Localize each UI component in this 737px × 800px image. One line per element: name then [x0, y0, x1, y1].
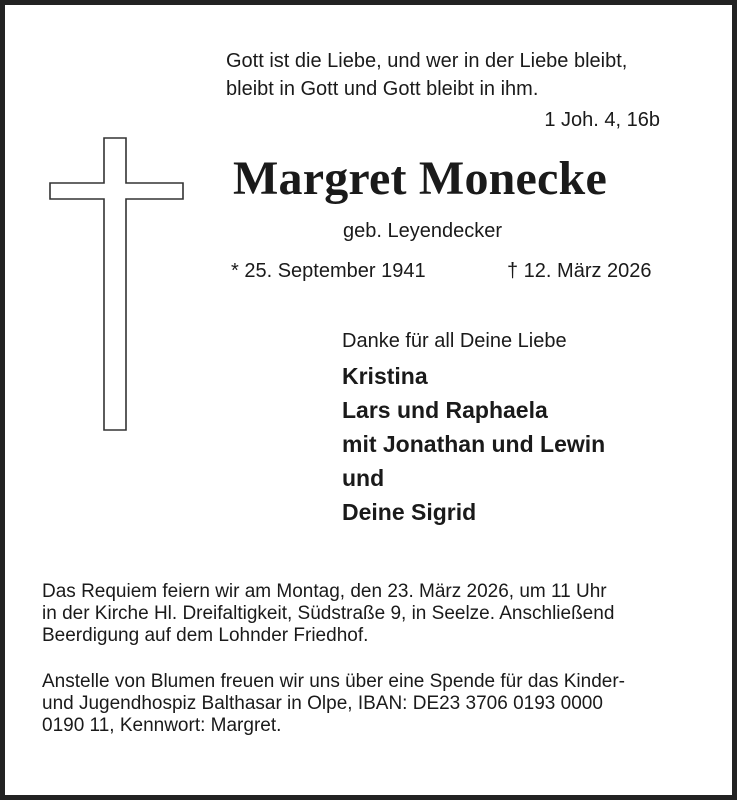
death-date: † 12. März 2026 — [507, 260, 652, 282]
birth-name: geb. Leyendecker — [343, 220, 503, 242]
donation-line-2: und Jugendhospiz Balthasar in Olpe, IBAN: DE23 3706 0193 0000 — [42, 693, 603, 714]
birth-date: * 25. September 1941 — [231, 260, 426, 282]
mourner-name: mit Jonathan und Lewin — [342, 431, 606, 457]
deceased-name: Margret Monecke — [233, 152, 607, 205]
service-line-3: Beerdigung auf dem Lohnder Friedhof. — [42, 625, 369, 646]
mourner-name: Lars und Raphaela — [342, 397, 548, 423]
cross-icon — [48, 137, 185, 432]
verse-reference: 1 Joh. 4, 16b — [544, 109, 660, 131]
verse-line-1: Gott ist die Liebe, und wer in der Liebe bleibt, — [226, 50, 628, 72]
mourner-name: Kristina — [342, 363, 428, 389]
donation-line-1: Anstelle von Blumen freuen wir uns über eine Spende für das Kinder- — [42, 671, 626, 692]
donation-line-3: 0190 11, Kennwort: Margret. — [42, 715, 282, 736]
verse-line-2: bleibt in Gott und Gott bleibt in ihm. — [226, 78, 539, 100]
service-line-1: Das Requiem feiern wir am Montag, den 23. März 2026, um 11 Uhr — [42, 581, 607, 602]
mourner-name: und — [342, 465, 385, 491]
thanks-line: Danke für all Deine Liebe — [342, 330, 567, 352]
service-line-2: in der Kirche Hl. Dreifaltigkeit, Südstraße 9, in Seelze. Anschließend — [42, 603, 615, 624]
mourner-name: Deine Sigrid — [342, 499, 477, 525]
